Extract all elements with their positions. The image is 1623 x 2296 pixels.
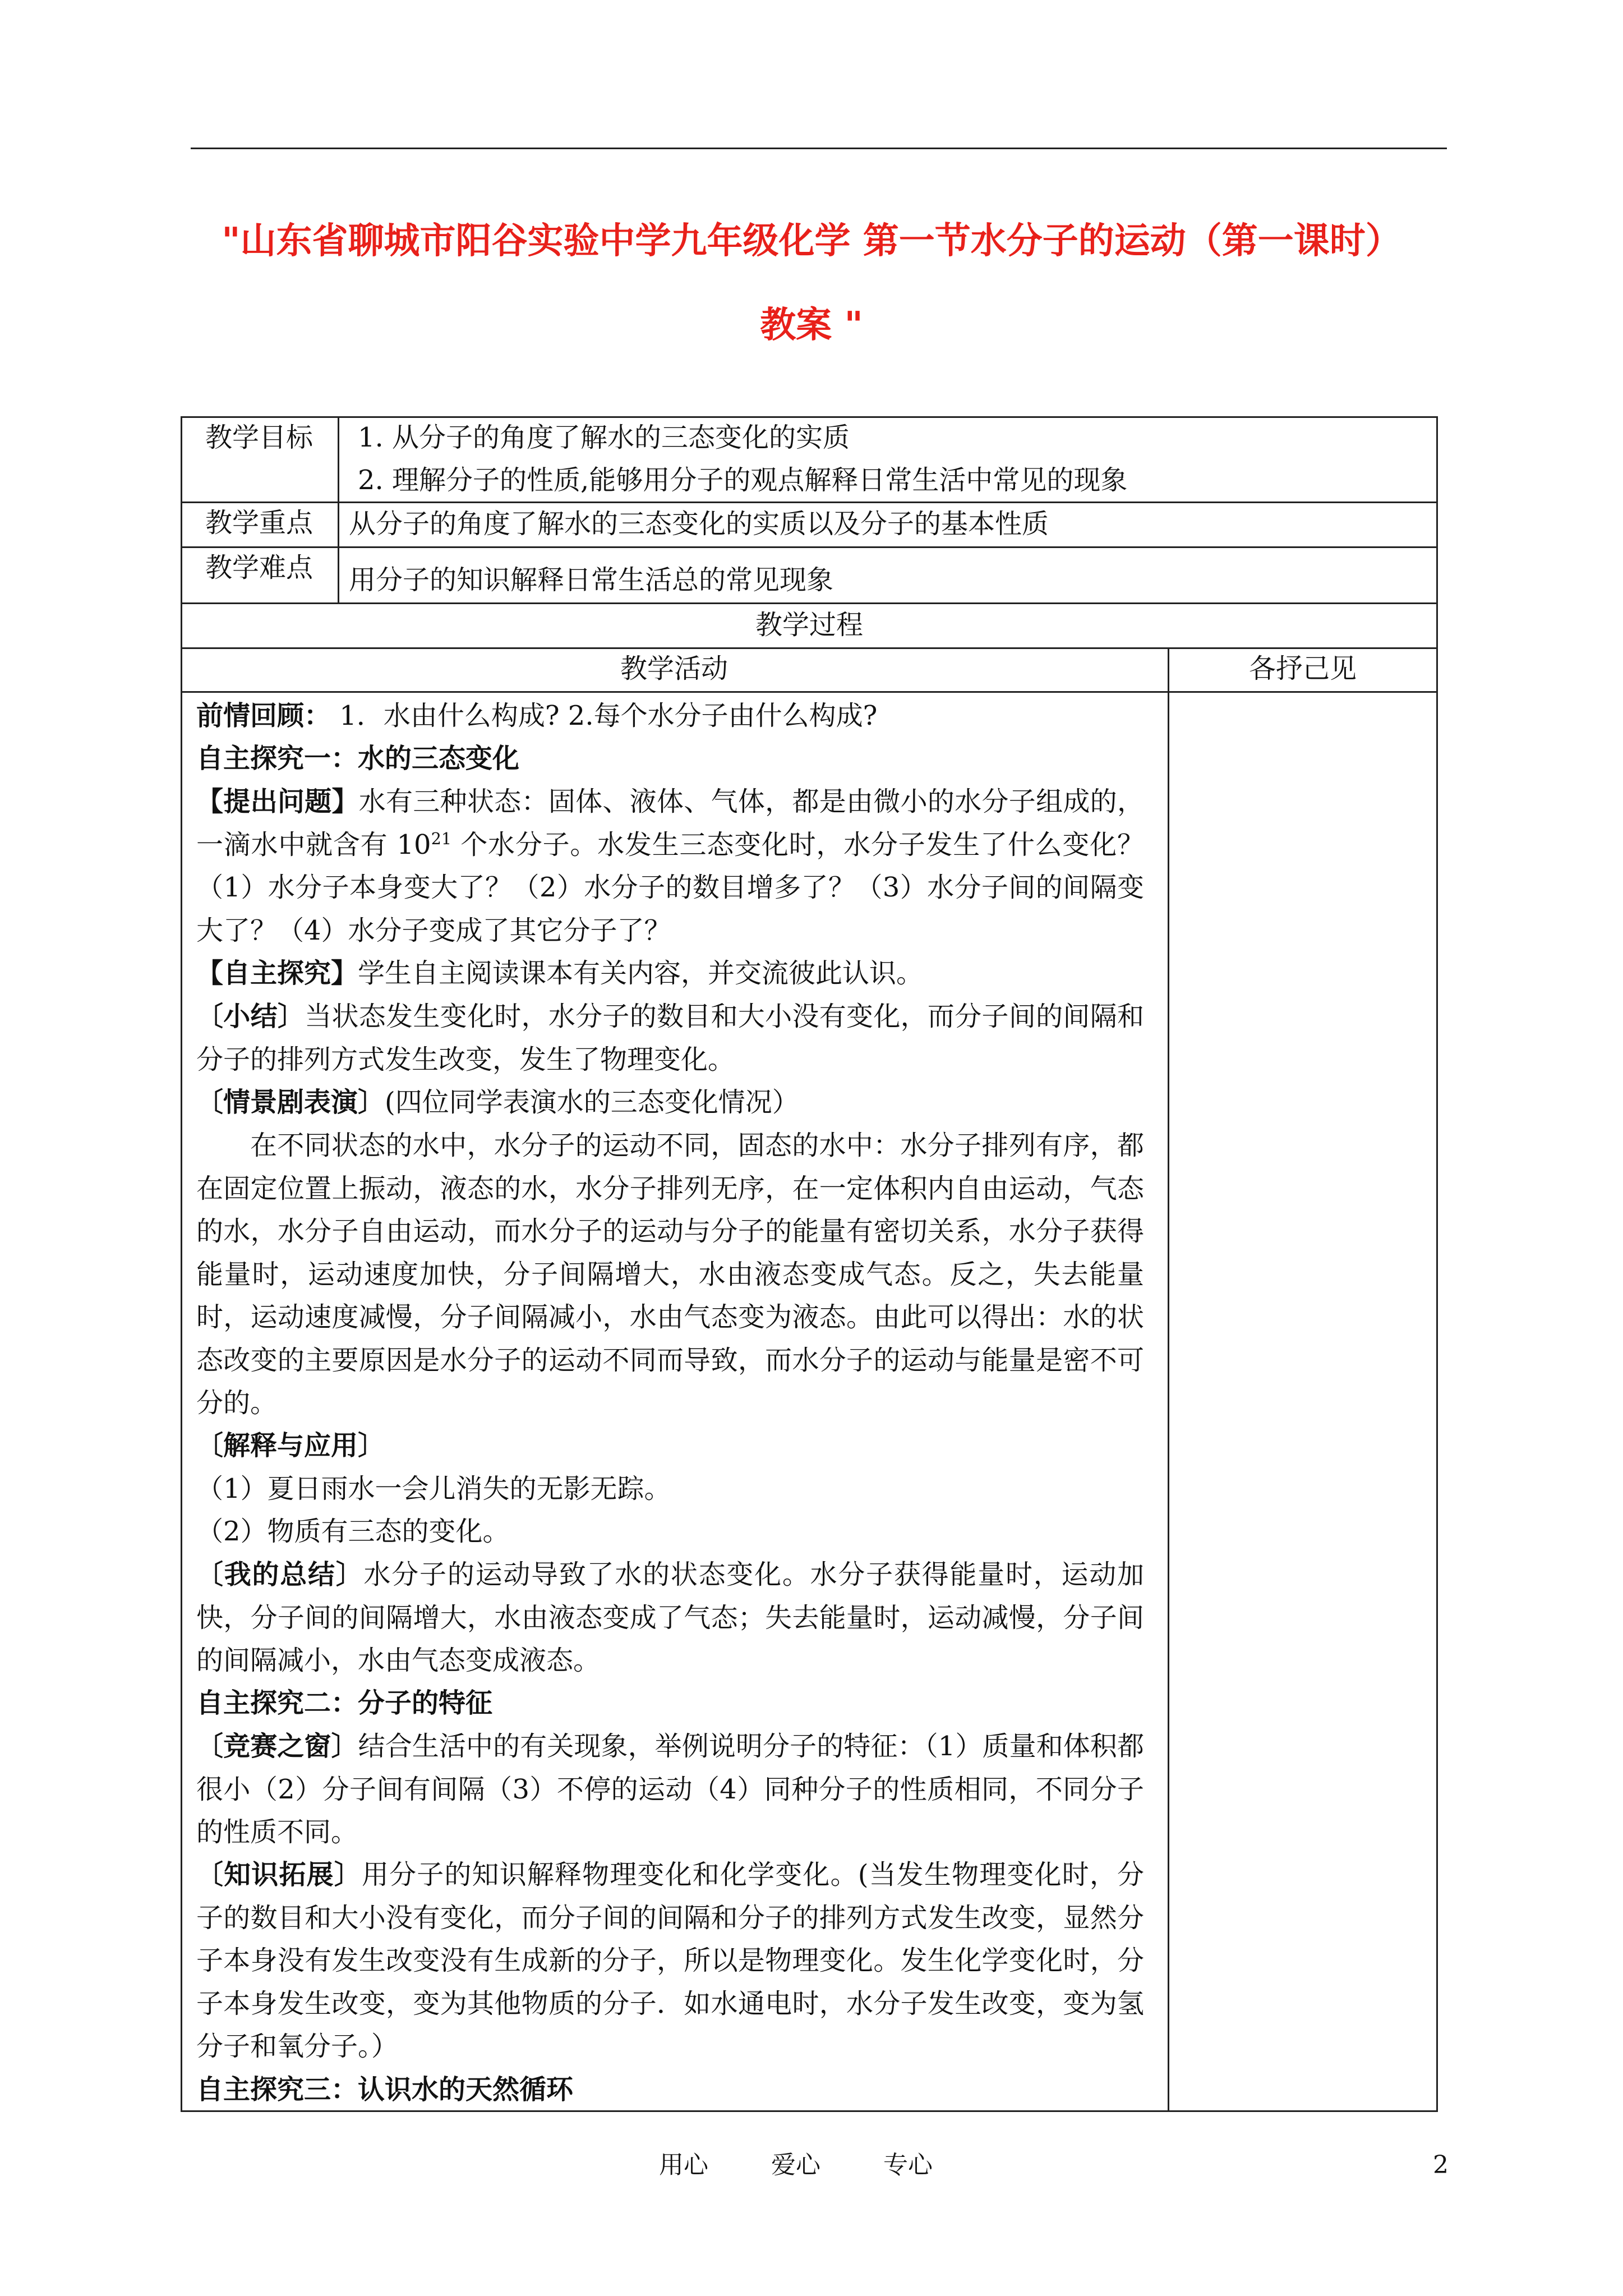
explore-one-heading: 自主探究一：水的三态变化 [196,743,520,774]
review-questions: 1．水由什么构成? 2.每个水分子由什么构成? [331,700,878,731]
apply-item: （2）物质有三态的变化。 [196,1516,510,1547]
my-summary-text: 水分子的运动导致了水的状态变化。水分子获得能量时，运动加快，分子间的间隔增大，水由液态变成了气态；失去能量时，运动减慢，分子间的间隔减小，水由气态变成液态。 [196,1559,1144,1676]
review-paragraph [196,694,1144,738]
row-divider [181,501,1438,503]
contest-heading: 〔竞赛之窗〕 [196,1731,358,1762]
objective-item: 2. 理解分子的性质,能够用分子的观点解释日常生活中常见的现象 [358,464,1128,496]
row-divider [181,602,1438,604]
objectives-label: 教学目标 [205,422,313,453]
apply-item: （1）夏日雨水一会儿消失的无影无踪。 [196,1473,671,1504]
objective-item: 1. 从分子的角度了解水的三态变化的实质 [358,422,850,453]
explore-three-heading: 自主探究三：认识水的天然循环 [196,2074,574,2105]
header-rule [191,148,1447,149]
extend-paragraph [196,1853,1144,2068]
my-summary-heading: 〔我的总结〕 [196,1559,364,1590]
question-text-a: 水有三种状态：固体、液体、气体，都是由微小的水分子组成的，一滴水中就含有 10 [196,786,1144,861]
row-divider [181,546,1438,548]
summary-heading: 〔小结〕 [196,1001,305,1032]
footer-motto-2: 爱心 [771,2151,820,2179]
page-number: 2 [1433,2151,1449,2179]
table-border-top [181,416,1438,418]
question-heading: 【提出问题】 [196,786,359,817]
explore-two-heading: 自主探究二：分子的特征 [196,1687,493,1719]
apply-heading: 〔解释与应用〕 [196,1430,385,1461]
exponent: 21 [431,829,452,848]
notes-column-header: 各抒己见 [1248,653,1357,684]
summary-text: 当状态发生变化时，水分子的数目和大小没有变化，而分子间的间隔和分子的排列方式发生改变，发生了物理变化。 [196,1001,1144,1075]
activity-column-header: 教学活动 [620,653,728,684]
notes-column-divider [1168,647,1169,2112]
difficulties-text: 用分子的知识解释日常生活总的常见现象 [349,564,834,596]
summary-paragraph [196,995,1144,1081]
question-text-b: 个水分子。水发生三态变化时，水分子发生了什么变化？（1）水分子本身变大了？（2）水分子的数目增多了？（3）水分子间的间隔变大了？（4）水分子变成了其它分子了？ [196,829,1144,946]
contest-paragraph [196,1725,1144,1854]
self-explore-paragraph [196,952,1144,995]
key-points-label: 教学重点 [205,507,313,539]
row-divider [181,647,1438,649]
footer-motto-1: 用心 [659,2151,708,2179]
process-header: 教学过程 [755,609,863,641]
document-title: "山东省聊城市阳谷实验中学九年级化学 第一节水分子的运动（第一课时） [222,220,1401,262]
my-summary-paragraph [196,1553,1144,1682]
self-explore-text: 学生自主阅读课本有关内容，并交流彼此认识。 [358,958,924,989]
self-explore-heading: 【自主探究】 [196,958,358,989]
footer-motto-3: 专心 [883,2151,933,2179]
scene-text: (四位同学表演水的三态变化情况） [385,1087,799,1118]
key-points-text: 从分子的角度了解水的三态变化的实质以及分子的基本性质 [349,508,1049,540]
extend-heading: 〔知识拓展〕 [196,1859,362,1890]
extend-text: 用分子的知识解释物理变化和化学变化。(当发生物理变化时，分子的数目和大小没有变化，而分子间的间隔和分子的排列方式发生改变，显然分子本身没有发生改变没有生成新的分子，所以是物理变化。发生化学变化时，分子本身发生改变，变为其他物质的分子．如水通电时，水分子发生改变，变为氢分子和氧分子。） [196,1859,1144,2062]
scene-heading: 〔情景剧表演〕 [196,1087,385,1118]
contest-text: 结合生活中的有关现象，举例说明分子的特征：（1）质量和体积都很小（2）分子间有间隔（3）不停的运动（4）同种分子的性质相同，不同分子的性质不同。 [196,1731,1144,1848]
document-title-continued: 教案 " [760,305,863,346]
label-column-divider [338,416,339,602]
row-divider [181,691,1438,693]
question-paragraph [196,780,1144,952]
lesson-plan-table [181,416,1438,2112]
difficulties-label: 教学难点 [205,552,313,583]
review-heading: 前情回顾： [196,700,331,731]
scene-paragraph: 在不同状态的水中，水分子的运动不同，固态的水中：水分子排列有序，都在固定位置上振动，液态的水，水分子排列无序，在一定体积内自由运动，气态的水，水分子自由运动，而水分子的运动与分子的能量有密切关系，水分子获得能量时，运动速度加快，分子间隔增大，水由液态变成气态。反之，失去能量时，运动速度减慢，分子间隔减小，水由气态变为液态。由此可以得出：水的状态改变的主要原因是水分子的运动不同而导致，而水分子的运动与能量是密不可分的。 [196,1130,1144,1419]
scene-line [196,1081,1144,1124]
